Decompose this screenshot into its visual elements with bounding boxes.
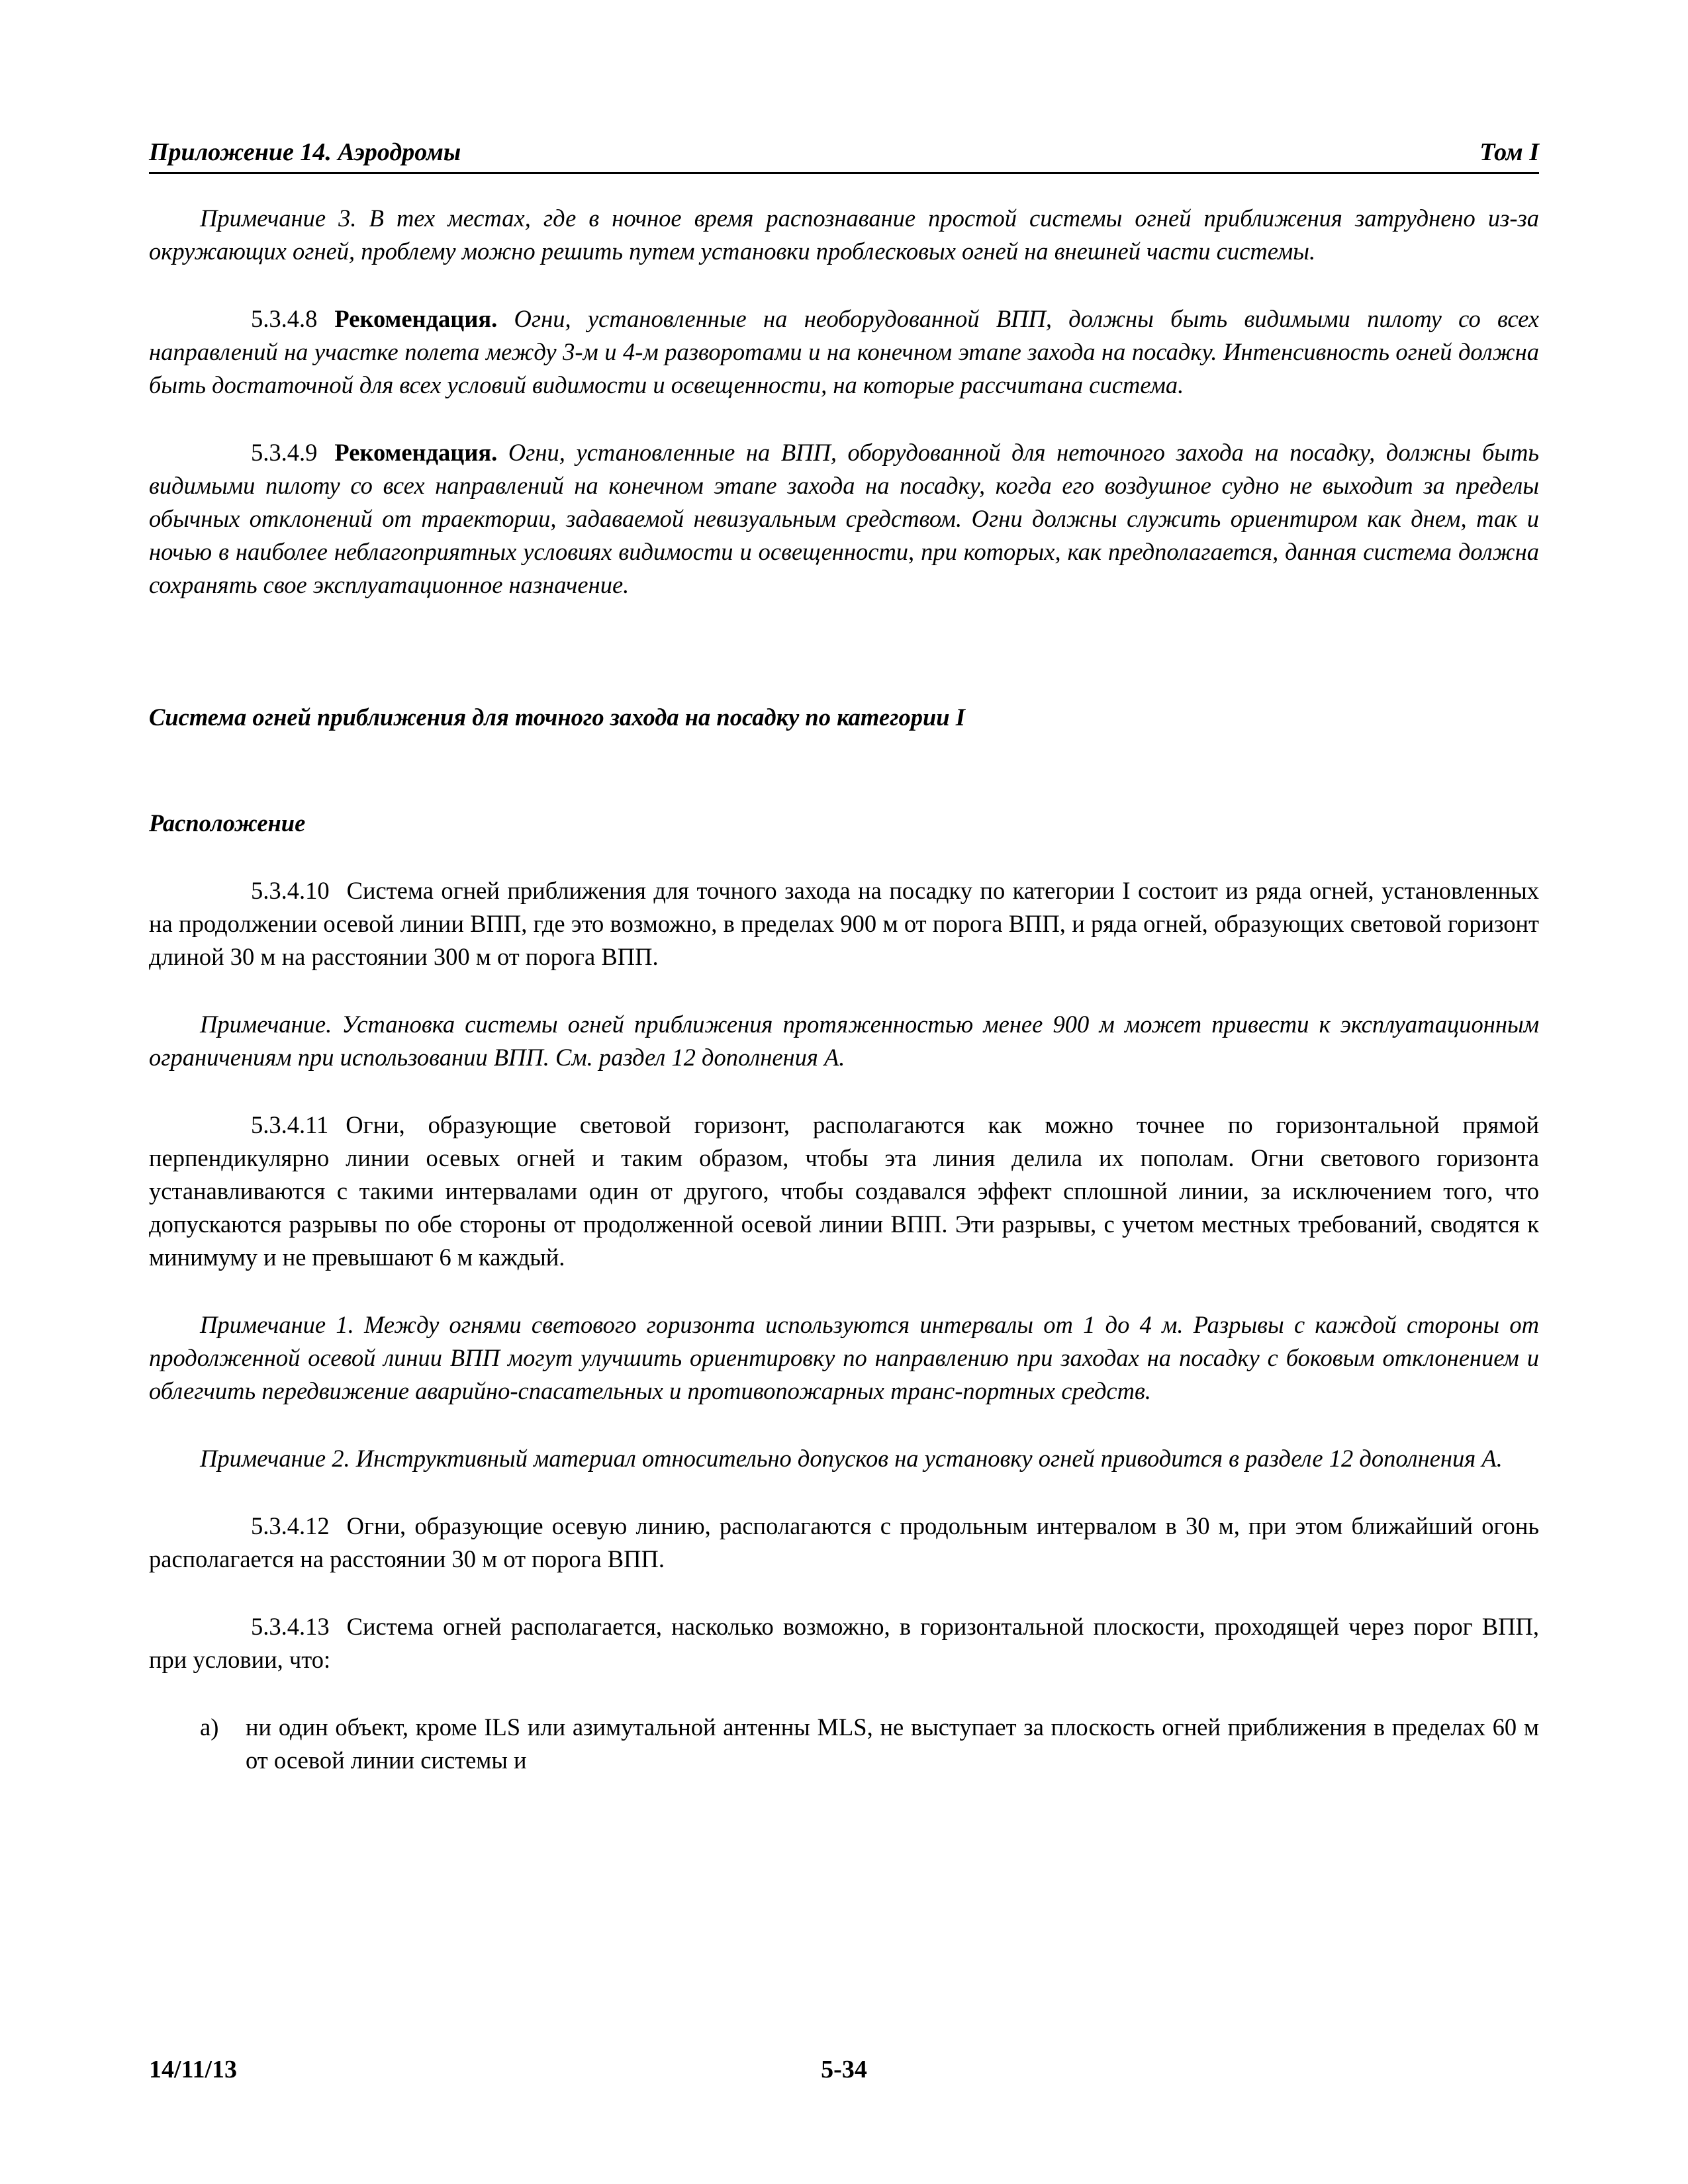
page-header: [149, 132, 1539, 174]
paragraph-5-3-4-12: [149, 1510, 1539, 1576]
list-item-a: [149, 1711, 1539, 1777]
document-page: [149, 132, 1539, 2091]
header-title: Приложение 14. Аэродромы: [149, 138, 461, 166]
page-number: 5-34: [821, 2056, 867, 2083]
note-2: Примечание 2. Инструктивный материал относительно допусков на установку огней приводится в разделе 12 дополнения А.: [200, 1445, 1503, 1472]
paragraph-5-3-4-11: [149, 1109, 1539, 1274]
paragraph-number: 5.3.4.13: [251, 1613, 330, 1640]
note-1: Примечание 1. Между огнями светового горизонта используются интервалы от 1 до 4 м. Разрывы с каждой стороны от продолженной осевой линии ВПП могут улучшить ориентировку по направлению при заходах на посадку с боковым отклонением и облегчить передвижение аварийно-спасательных и противопожарных транс-портных средств.: [149, 1311, 1539, 1404]
paragraph-5-3-4-13: [149, 1610, 1539, 1676]
paragraph-text: Огни, образующие осевую линию, располагаются с продольным интервалом в 30 м, при этом ближайший огонь располагается на расстоянии 30 м от порога ВПП.: [149, 1512, 1539, 1572]
subsection-heading: Расположение: [149, 809, 306, 837]
page-content: [149, 202, 1539, 1777]
paragraph-text: Огни, установленные на необорудованной ВПП, должны быть видимыми пилоту со всех направлений на участке полета между 3-м и 4-м разворотами и на конечном этапе захода на посадку. Интенсивность огней должна быть достаточной для всех условий видимости и освещенности, на которые рассчитана система.: [149, 305, 1540, 398]
section-heading: Система огней приближения для точного захода на посадку по категории I: [149, 704, 965, 731]
list-item-text: ни один объект, кроме ILS или азимутальной антенны MLS, не выступает за плоскость огней приближения в пределах 60 м от осевой линии системы и: [246, 1713, 1539, 1774]
paragraph-number: 5.3.4.9: [251, 439, 318, 466]
paragraph-5-3-4-9: [149, 436, 1539, 602]
paragraph-number: 5.3.4.12: [251, 1512, 330, 1539]
note: Примечание. Установка системы огней приближения протяженностью менее 900 м может привести к эксплуатационным ограничениям при использовании ВПП. См. раздел 12 дополнения А.: [149, 1011, 1539, 1071]
paragraph-text: Огни, образующие световой горизонт, располагаются как можно точнее по горизонтальной прямой перпендикулярно линии осевых огней и таким образом, чтобы эта линия делила их пополам. Огни светового горизонта устанавливаются с такими интервалами один от другого, чтобы создавался эффект сплошной линии, за исключением того, что допускаются разрывы по обе стороны от продолженной осевой линии ВПП. Эти разрывы, с учетом местных требований, сводятся к минимуму и не превышают 6 м каждый.: [149, 1111, 1539, 1271]
paragraph-number: 5.3.4.11: [251, 1111, 329, 1138]
header-volume: Том I: [1479, 138, 1539, 166]
paragraph-text: Система огней располагается, насколько возможно, в горизонтальной плоскости, проходящей через порог ВПП, при условии, что:: [149, 1613, 1539, 1673]
recommendation-label: Рекомендация.: [334, 439, 498, 466]
recommendation-label: Рекомендация.: [334, 305, 498, 332]
paragraph-text: Огни, установленные на ВПП, оборудованной для неточного захода на посадку, должны быть видимыми пилоту со всех направлений на конечном этапе захода на посадку, когда его воздушное судно не выходит за пределы обычных отклонений от траектории, задаваемой невизуальным средством. Огни должны служить ориентиром как днем, так и ночью в наиболее неблагоприятных условиях видимости и освещенности, при которых, как предполагается, данная система должна сохранять свое эксплуатационное назначение.: [149, 439, 1539, 598]
footer-date: 14/11/13: [149, 2056, 238, 2083]
paragraph-text: Система огней приближения для точного захода на посадку по категории I состоит из ряда огней, установленных на продолжении осевой линии ВПП, где это возможно, в пределах 900 м от порога ВПП, и ряда огней, образующих световой горизонт длиной 30 м на расстоянии 300 м от порога ВПП.: [149, 877, 1539, 970]
note-3: Примечание 3. В тех местах, где в ночное время распознавание простой системы огней приближения затруднено из-за окружающих огней, проблему можно решить путем установки проблесковых огней на внешней части системы.: [149, 205, 1539, 265]
paragraph-5-3-4-8: [149, 302, 1539, 402]
paragraph-number: 5.3.4.10: [251, 877, 330, 904]
paragraph-5-3-4-10: [149, 874, 1539, 974]
list-marker: a): [200, 1713, 219, 1741]
paragraph-number: 5.3.4.8: [251, 305, 318, 332]
